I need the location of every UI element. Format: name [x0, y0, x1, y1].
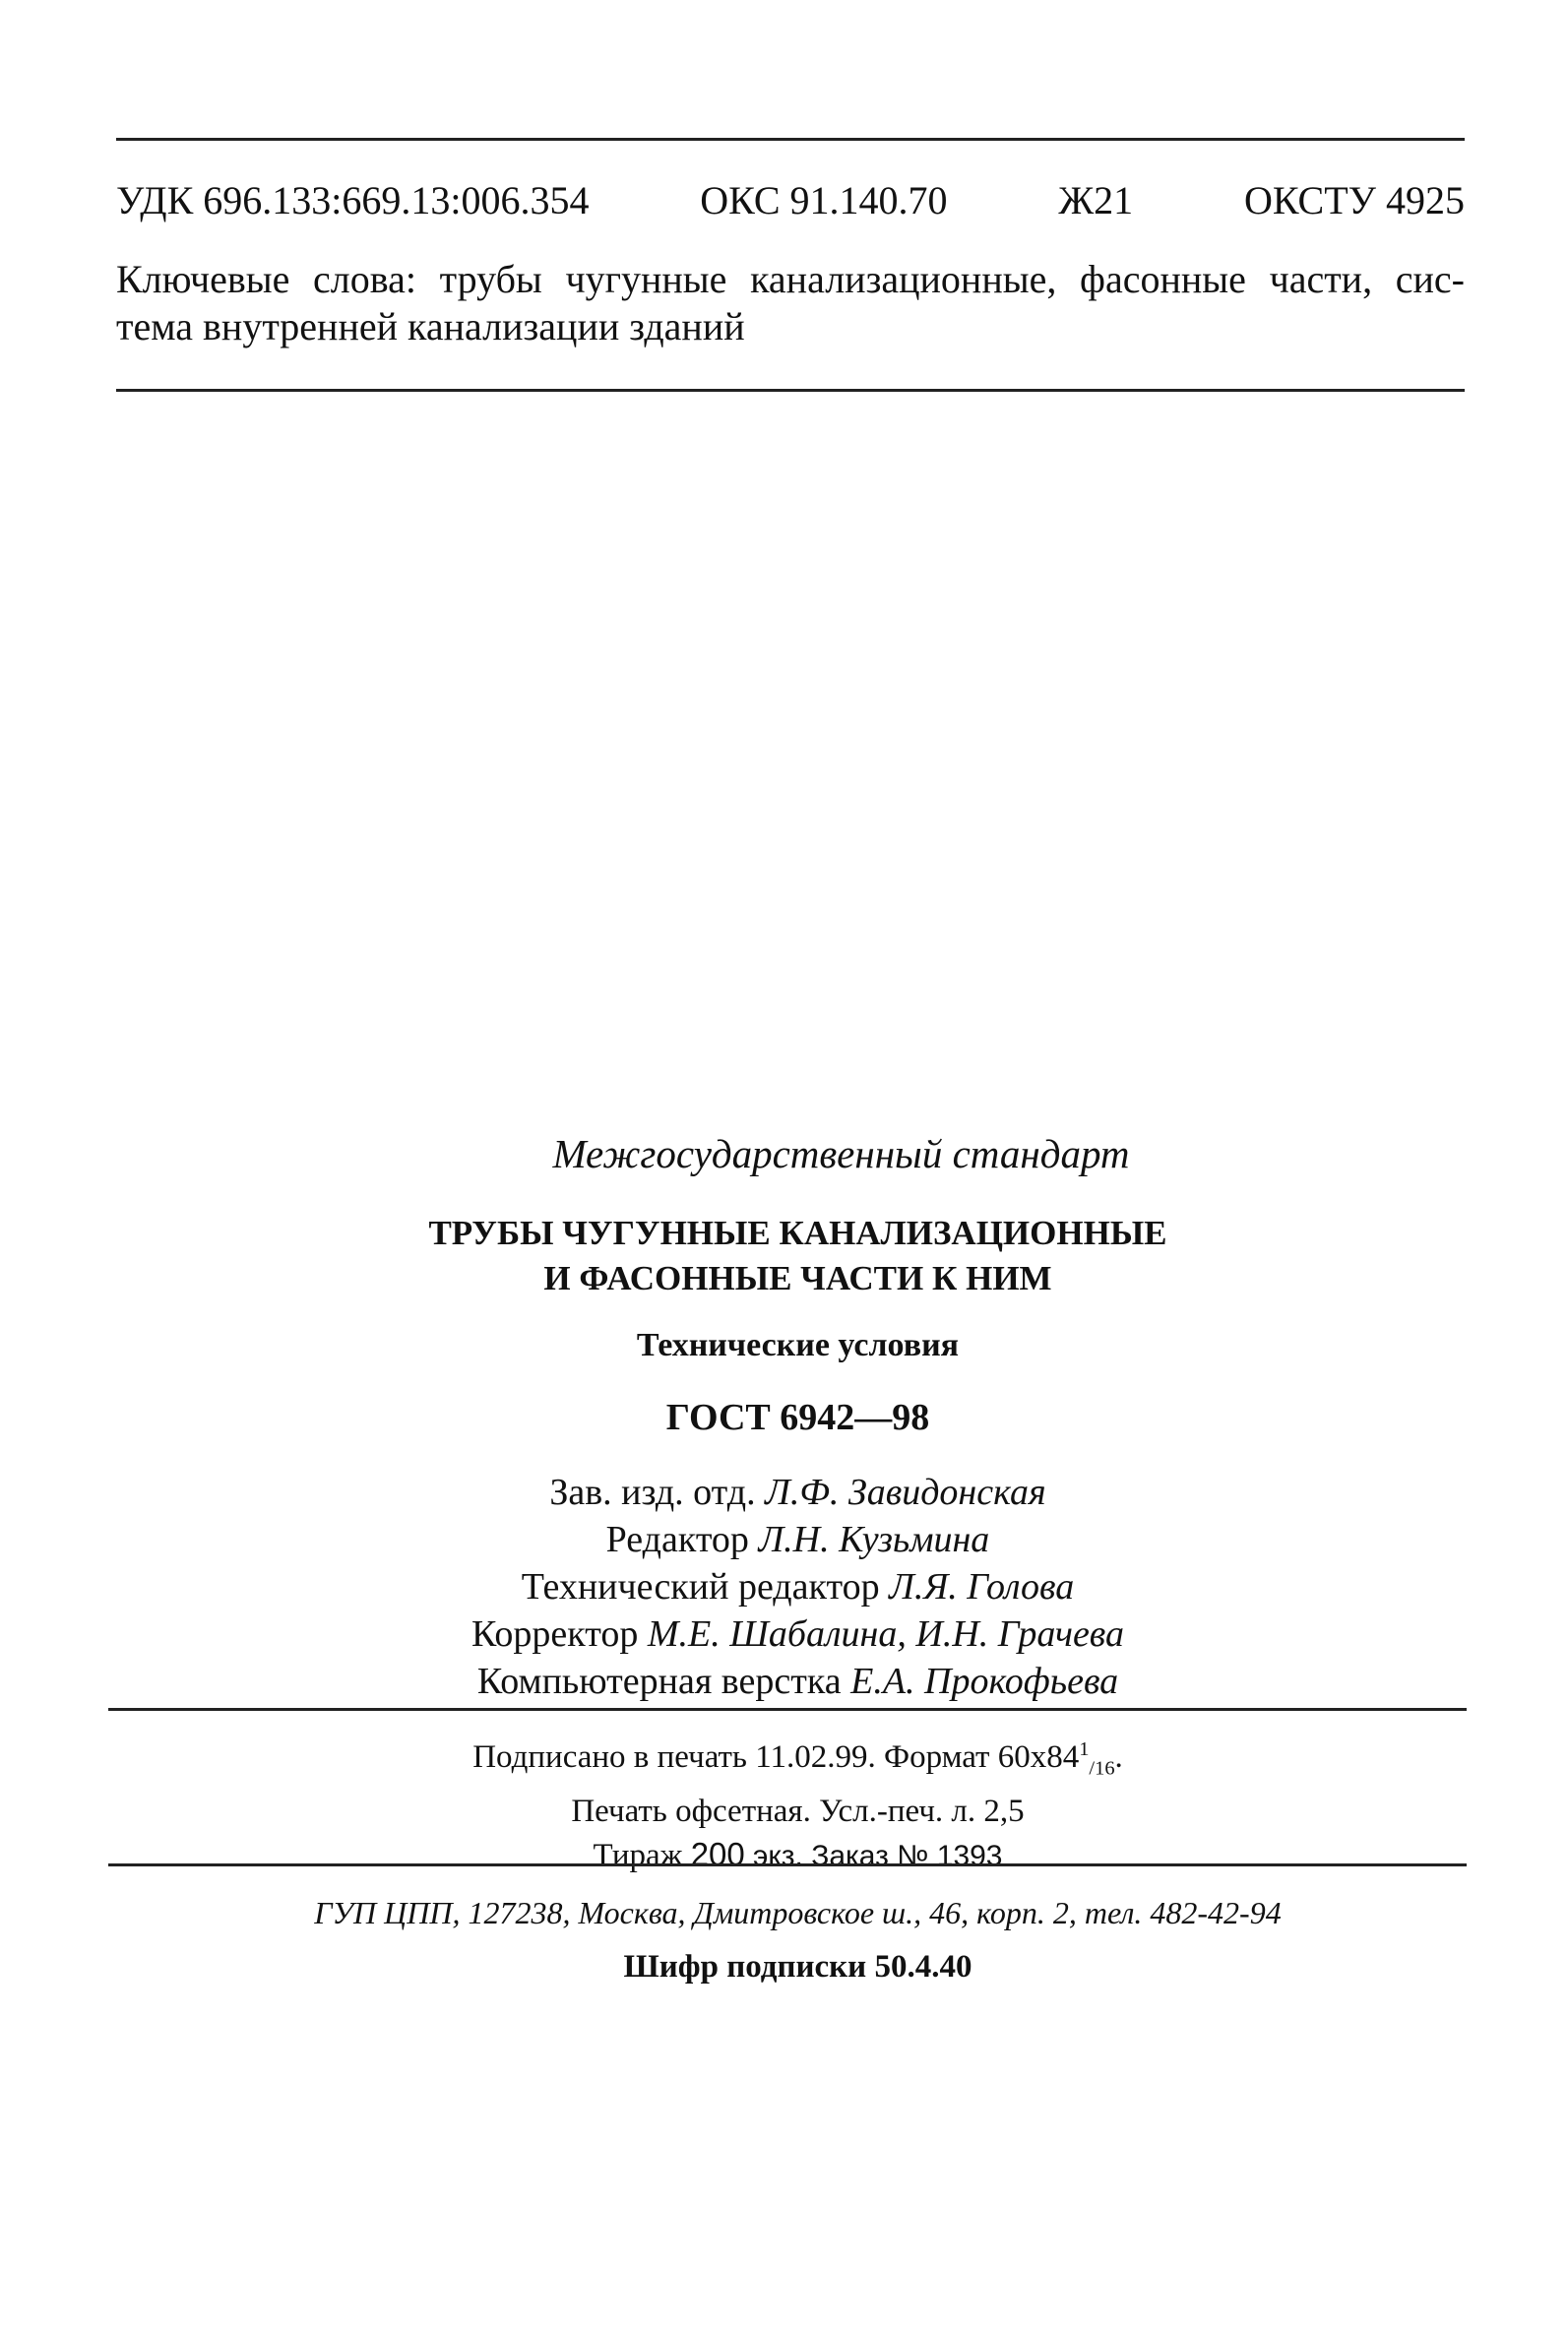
title-line-1: ТРУБЫ ЧУГУННЫЕ КАНАЛИЗАЦИОННЫЕ [428, 1214, 1167, 1252]
credit-line [14, 1563, 1568, 1610]
credit-names: Л.Н. Кузьмина [758, 1519, 990, 1560]
format-superscript: 1 [1079, 1738, 1090, 1760]
okstu-code: ОКСТУ 4925 [1243, 178, 1465, 222]
keywords-rule [116, 389, 1465, 392]
credit-role: Зав. изд. отд. [549, 1472, 756, 1513]
credit-role: Редактор [605, 1519, 749, 1560]
standard-title [14, 1211, 1568, 1301]
standard-kind: Межгосударственный стандарт [552, 1131, 1130, 1176]
print-info-rule [108, 1863, 1467, 1866]
subscription-code: Шифр подписки 50.4.40 [623, 1949, 972, 1985]
print-info [14, 1729, 1568, 1877]
keywords [116, 256, 1465, 350]
credit-line [14, 1610, 1568, 1658]
credit-line [14, 1469, 1568, 1516]
keywords-line-2: тема внутренней канализации зданий [116, 304, 745, 348]
signed-line [14, 1729, 1568, 1791]
credit-names: М.Е. Шабалина, И.Н. Грачева [647, 1613, 1125, 1655]
standard-number: ГОСТ 6942—98 [665, 1397, 930, 1438]
circulation-label: Тираж [593, 1837, 683, 1873]
circulation-rest: экз. Заказ № 1393 [753, 1839, 1003, 1872]
credit-line [14, 1658, 1568, 1705]
format-subscript: /16 [1089, 1757, 1115, 1780]
title-line-2: И ФАСОННЫЕ ЧАСТИ К НИМ [543, 1259, 1052, 1297]
credit-names: Л.Я. Голова [889, 1566, 1075, 1608]
keywords-line-1: Ключевые слова: трубы чугунные канализационные, фасонные части, сис- [116, 257, 1465, 301]
circulation-value: 200 [690, 1835, 745, 1872]
publisher-address: ГУП ЦПП, 127238, Москва, Дмитровское ш., 46, корп. 2, тел. 482-42-94 [314, 1895, 1282, 1930]
credit-role: Технический редактор [521, 1566, 880, 1608]
signed-text: Подписано в печать 11.02.99. Формат 60х84 [472, 1739, 1080, 1775]
subtitle: Технические условия [636, 1327, 960, 1363]
oks-code: ОКС 91.140.70 [700, 178, 948, 222]
circulation-line [14, 1833, 1568, 1877]
credit-names: Е.А. Прокофьева [850, 1661, 1119, 1702]
signed-suffix: . [1114, 1739, 1123, 1775]
credit-role: Корректор [470, 1613, 639, 1655]
credits [14, 1469, 1568, 1705]
credit-line [14, 1516, 1568, 1563]
credit-role: Компьютерная верстка [476, 1661, 842, 1702]
top-rule [116, 138, 1465, 141]
credit-names: Л.Ф. Завидонская [765, 1472, 1046, 1513]
zh-code: Ж21 [1058, 178, 1134, 222]
credits-rule [108, 1708, 1467, 1711]
udk-code: УДК 696.133:669.13:006.354 [116, 178, 590, 222]
print-type-line: Печать офсетная. Усл.-печ. л. 2,5 [571, 1793, 1025, 1829]
classification-codes [116, 177, 1465, 223]
